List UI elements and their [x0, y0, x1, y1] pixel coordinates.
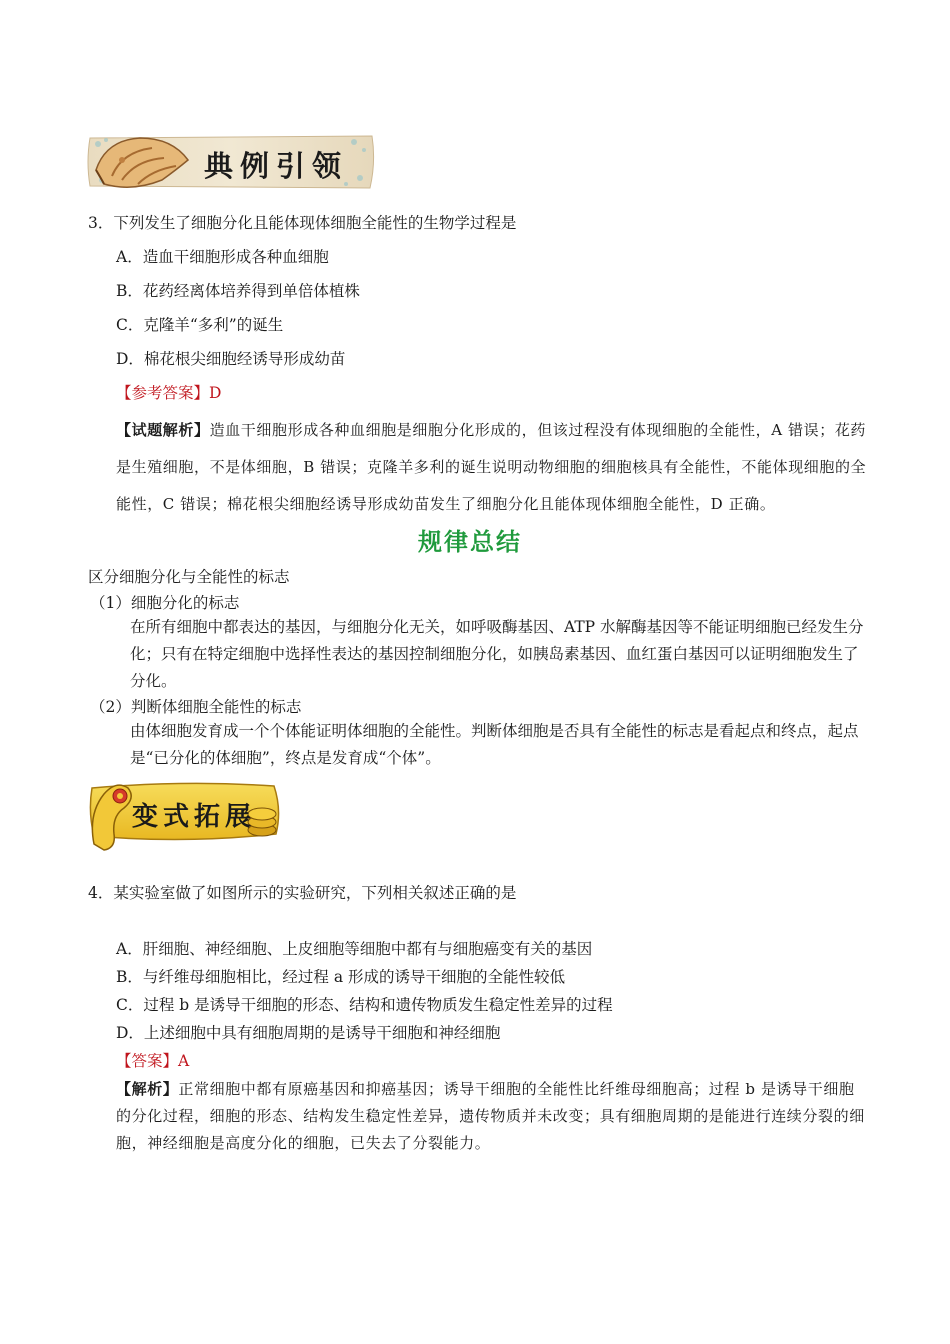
summary-heading: 规律总结 [418, 527, 522, 556]
q4-option-d: D．上述细胞中具有细胞周期的是诱导干细胞和神经细胞 [116, 1024, 501, 1042]
q4-analysis [116, 1076, 870, 1157]
q3-answer-label: 【参考答案】 [116, 384, 210, 402]
conch-shell-icon [92, 130, 192, 194]
banner-example [84, 128, 380, 196]
q3-answer-value: D [209, 384, 222, 402]
q3-stem: 3．下列发生了细胞分化且能体现体细胞全能性的生物学过程是 [88, 214, 517, 232]
summary-item2-title: （2）判断体细胞全能性的标志 [90, 698, 302, 716]
q3-option-c: C．克隆羊“多利”的诞生 [116, 316, 284, 334]
q4-option-a: A．肝细胞、神经细胞、上皮细胞等细胞中都有与细胞癌变有关的基因 [116, 940, 593, 958]
banner-example-title: 典例引领 [204, 149, 349, 183]
q3-option-b: B．花药经离体培养得到单倍体植株 [116, 282, 360, 300]
q4-analysis-text: 正常细胞中都有原癌基因和抑癌基因；诱导干细胞的全能性比纤维母细胞高；过程 b 是诱导干细胞的分化过程，细胞的形态、结构发生稳定性差异，遗传物质并未改变；具有细胞周期的是能进行连续分裂的细胞，神经细胞是高度分化的细胞，已失去了分裂能力。 [116, 1080, 865, 1152]
summary-item2-text: 由体细胞发育成一个个体能证明体细胞的全能性。判断体细胞是否具有全能性的标志是看起点和终点，起点是“已分化的体细胞”，终点是发育成“个体”。 [130, 722, 859, 767]
q3-analysis [116, 412, 868, 523]
q4-analysis-label: 【解析】 [116, 1080, 179, 1098]
summary-item1-title: （1）细胞分化的标志 [90, 594, 240, 612]
q4-option-c: C．过程 b 是诱导干细胞的形态、结构和遗传物质发生稳定性差异的过程 [116, 996, 613, 1014]
banner-variant [84, 770, 284, 854]
summary-item1-text: 在所有细胞中都表达的基因，与细胞分化无关，如呼吸酶基因、ATP 水解酶基因等不能证明细胞已经发生分化；只有在特定细胞中选择性表达的基因控制细胞分化，如胰岛素基因、血红蛋白基因可以证明细胞发生了分化。 [130, 618, 864, 690]
q3-answer [116, 382, 221, 404]
q4-answer [116, 1050, 189, 1072]
q3-option-d: D．棉花根尖细胞经诱导形成幼苗 [116, 350, 346, 368]
q4-stem: 4．某实验室做了如图所示的实验研究，下列相关叙述正确的是 [88, 884, 517, 902]
summary-title: 区分细胞分化与全能性的标志 [88, 568, 290, 586]
banner-variant-title: 变式拓展 [132, 802, 257, 832]
q3-analysis-text: 造血干细胞形成各种血细胞是细胞分化形成的，但该过程没有体现细胞的全能性，A 错误；花药是生殖细胞，不是体细胞，B 错误；克隆羊多利的诞生说明动物细胞的细胞核具有全能性，不能体现细胞的全能性，C 错误；棉花根尖细胞经诱导形成幼苗发生了细胞分化且能体现体细胞全能性，D 正确。 [116, 421, 867, 513]
q3-analysis-label: 【试题解析】 [116, 421, 210, 439]
q4-option-b: B．与纤维母细胞相比，经过程 a 形成的诱导干细胞的全能性较低 [116, 968, 565, 986]
q4-answer-value: A [178, 1052, 190, 1070]
q4-answer-label: 【答案】 [116, 1052, 179, 1070]
q3-option-a: A．造血干细胞形成各种血细胞 [116, 248, 329, 266]
